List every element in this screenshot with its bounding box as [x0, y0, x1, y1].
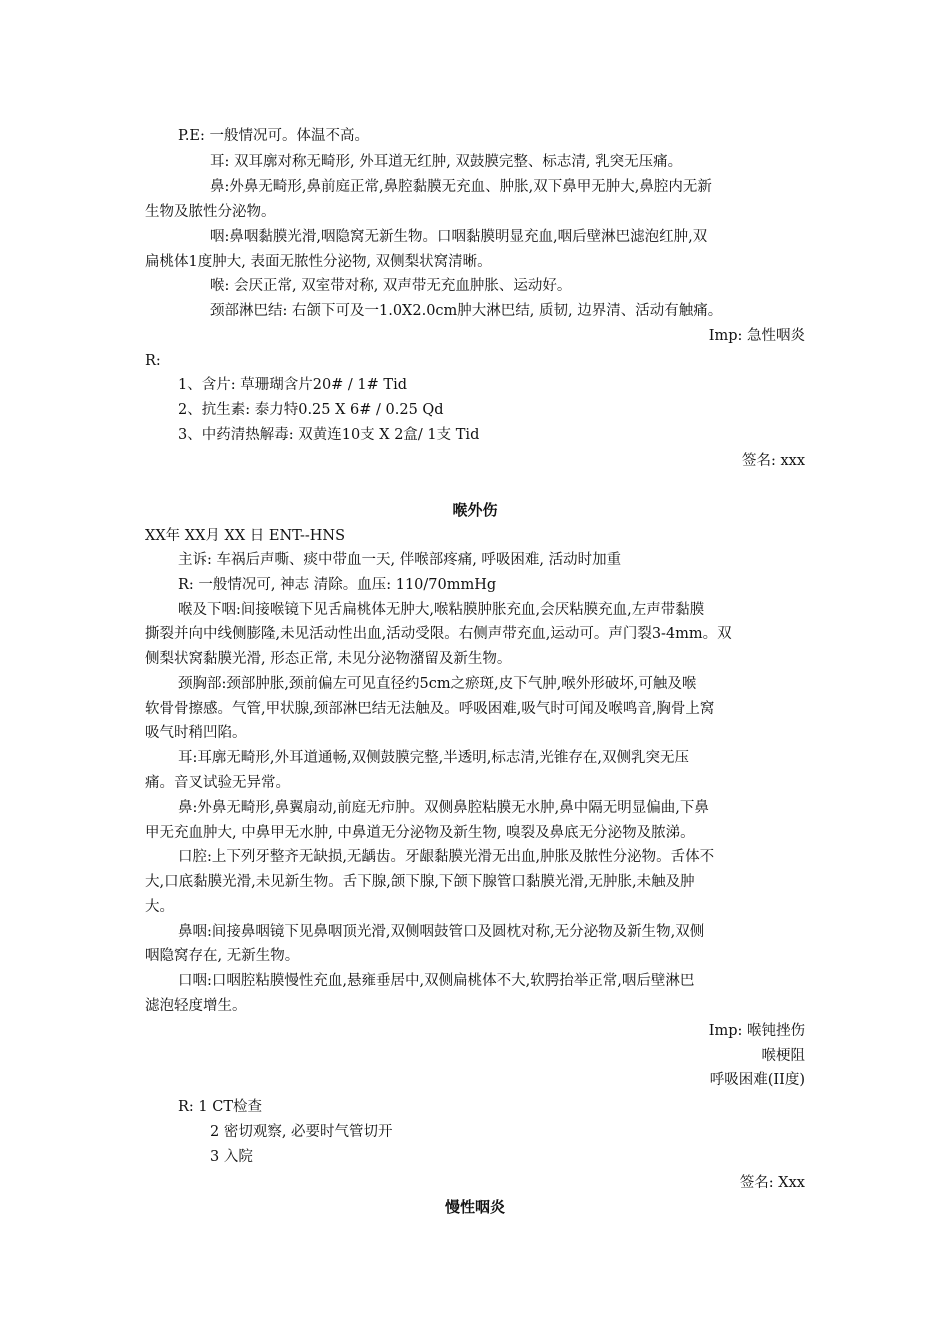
plan-item-1: R: 1 CT检查	[178, 1099, 263, 1115]
section-title: 喉外伤	[452, 501, 498, 519]
section-title-2: 慢性咽炎	[444, 1198, 505, 1216]
throat-exam-line2: 扁桃体1度肿大, 表面无脓性分泌物, 双侧梨状窝清晰。	[145, 254, 492, 270]
visit-date: XX年 XX月 XX 日 ENT--HNS	[145, 528, 346, 544]
impression: Imp: 急性咽炎	[708, 328, 805, 344]
signature-2: 签名: Xxx	[739, 1175, 805, 1191]
rx-item-3: 3、中药清热解毒: 双黄连10支 X 2盒/ 1支 Tid	[178, 427, 480, 443]
nose-exam-line1: 鼻:外鼻无畸形,鼻前庭正常,鼻腔黏膜无充血、肿胀,双下鼻甲无肿大,鼻腔内无新	[210, 179, 712, 195]
mouth-exam-line1: 口腔:上下列牙整齐无缺损,无龋齿。牙龈黏膜光滑无出血,肿胀及脓性分泌物。舌体不	[178, 849, 715, 865]
ear-exam: 耳: 双耳廓对称无畸形, 外耳道无红肿, 双鼓膜完整、标志清, 乳突无压痛。	[210, 154, 683, 170]
neck-exam-line3: 吸气时稍凹陷。	[145, 725, 247, 741]
larynx-exam-line3: 侧梨状窝黏膜光滑, 形态正常, 未见分泌物潴留及新生物。	[145, 651, 512, 667]
neck-exam-line2: 软骨骨擦感。气管,甲状腺,颈部淋巴结无法触及。呼吸困难,吸气时可闻及喉鸣音,胸骨上窝	[145, 701, 715, 717]
nasopharynx-exam-line1: 鼻咽:间接鼻咽镜下见鼻咽顶光滑,双侧咽鼓管口及圆枕对称,无分泌物及新生物,双侧	[178, 924, 705, 940]
signature: 签名: xxx	[741, 453, 805, 469]
impression-1: Imp: 喉钝挫伤	[708, 1023, 805, 1039]
throat-exam-line1: 咽:鼻咽黏膜光滑,咽隐窝无新生物。口咽黏膜明显充血,咽后壁淋巴滤泡红肿,双	[210, 229, 708, 245]
rx-item-2: 2、抗生素: 泰力特0.25 X 6# / 0.25 Qd	[178, 402, 444, 418]
neck-exam-line1: 颈胸部:颈部肿胀,颈前偏左可见直径约5cm之瘀斑,皮下气肿,喉外形破坏,可触及喉	[178, 676, 697, 692]
oropharynx-exam-line1: 口咽:口咽腔粘膜慢性充血,悬雍垂居中,双侧扁桃体不大,软腭抬举正常,咽后壁淋巴	[178, 973, 695, 989]
oropharynx-exam-line2: 滤泡轻度增生。	[145, 998, 247, 1014]
chief-complaint: 主诉: 车祸后声嘶、痰中带血一天, 伴喉部疼痛, 呼吸困难, 活动时加重	[178, 552, 622, 568]
ear-exam-line1: 耳:耳廓无畸形,外耳道通畅,双侧鼓膜完整,半透明,标志清,光锥存在,双侧乳突无压	[178, 750, 690, 766]
mouth-exam-line3: 大。	[145, 899, 174, 915]
rx-label: R:	[145, 353, 161, 369]
general-condition: R: 一般情况可, 神志 清除。血压: 110/70mmHg	[178, 577, 497, 593]
larynx-exam: 喉: 会厌正常, 双室带对称, 双声带无充血肿胀、运动好。	[210, 278, 572, 294]
nasopharynx-exam-line2: 咽隐窝存在, 无新生物。	[145, 948, 300, 964]
nose-exam-line2: 生物及脓性分泌物。	[145, 204, 276, 220]
nose-exam-line1: 鼻:外鼻无畸形,鼻翼扇动,前庭无疖肿。双侧鼻腔粘膜无水肿,鼻中隔无明显偏曲,下鼻	[178, 800, 709, 816]
ear-exam-line2: 痛。音叉试验无异常。	[145, 775, 290, 791]
plan-item-3: 3 入院	[210, 1149, 253, 1165]
plan-item-2: 2 密切观察, 必要时气管切开	[210, 1124, 393, 1140]
nose-exam-line2: 甲无充血肿大, 中鼻甲无水肿, 中鼻道无分泌物及新生物, 嗅裂及鼻底无分泌物及脓涕。	[145, 825, 695, 841]
pe-line: P.E: 一般情况可。体温不高。	[178, 128, 370, 144]
neck-lymph-exam: 颈部淋巴结: 右颌下可及一1.0X2.0cm肿大淋巴结, 质韧, 边界清、活动有触痛。	[210, 303, 723, 319]
larynx-exam-line1: 喉及下咽:间接喉镜下见舌扁桃体无肿大,喉粘膜肿胀充血,会厌粘膜充血,左声带黏膜	[178, 602, 705, 618]
impression-2: 喉梗阻	[761, 1048, 805, 1064]
mouth-exam-line2: 大,口底黏膜光滑,未见新生物。舌下腺,颌下腺,下颌下腺管口黏膜光滑,无肿胀,未触及肿	[145, 874, 695, 890]
larynx-exam-line2: 撕裂并向中线侧膨隆,未见活动性出血,活动受限。右侧声带充血,运动可。声门裂3-4mm。双	[145, 626, 732, 642]
rx-item-1: 1、含片: 草珊瑚含片20# / 1# Tid	[178, 377, 407, 393]
impression-3: 呼吸困难(II度)	[709, 1072, 805, 1088]
